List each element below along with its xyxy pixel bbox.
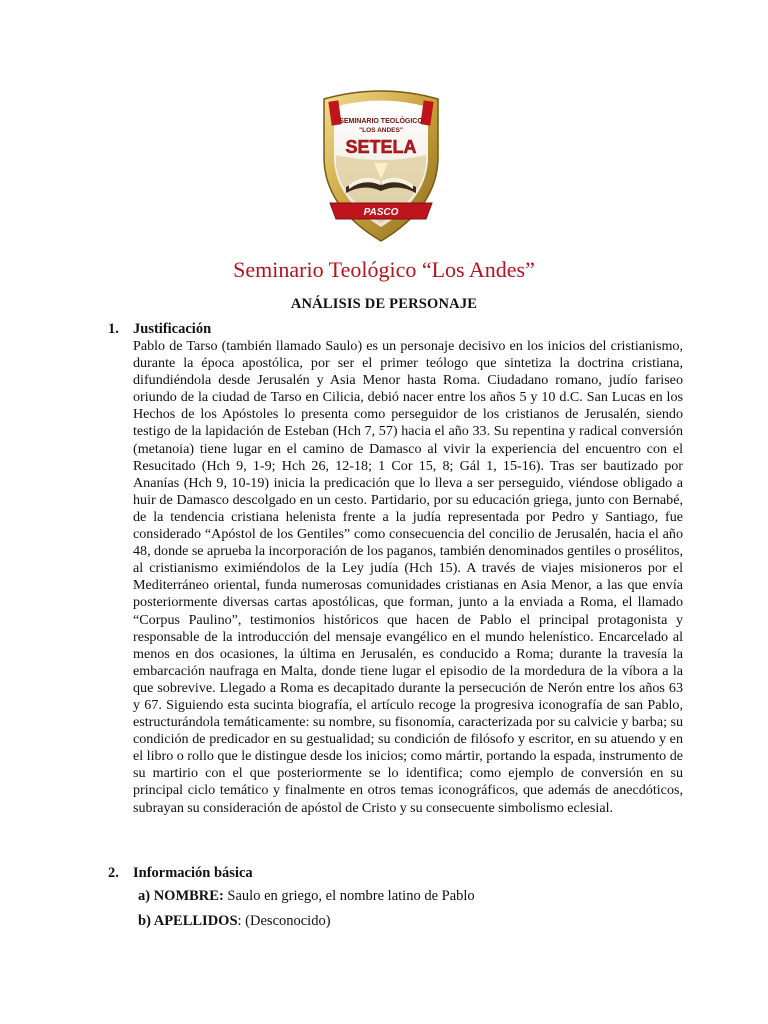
info-value: : (Desconocido) [237, 913, 331, 929]
section-heading-1 [108, 321, 211, 338]
section-number: 1. [108, 321, 119, 337]
logo-ribbon-mid: "LOS ANDES" [359, 127, 403, 134]
setela-logo [316, 85, 446, 245]
justification-paragraph: Pablo de Tarso (también llamado Saulo) es un personaje decisivo en los inicios del cristianismo, durante la época apostólica, por ser el primer teólogo que sintetiza la doctrina cristiana, difundiéndola desde Jerusalén y Asia Menor hasta Roma. Ciudadano romano, judío fariseo oriundo de la ciudad de Tarso en Cilicia, debió nacer entre los años 5 y 10 d.C. San Lucas en los Hechos de los Apóstoles lo presenta como perseguidor de los cristianos de Jerusalén, siendo testigo de la lapidación de Esteban (Hch 7, 57) hacia el año 33. Su repentina y radical conversión (metanoia) tiene lugar en el camino de Damasco al vivir la experiencia del encuentro con el Resucitado (Hch 9, 1-9; Hch 26, 12-18; 1 Cor 15, 8; Gál 1, 15-16). Tras ser bautizado por Ananías (Hch 9, 10-19) inicia la predicación que lo lleva a ser perseguido, viéndose obligado a huir de Damasco descolgado en un cesto. Partidario, por su educación griega, junto con Bernabé, de la tendencia cristiana helenista frente a la judía representada por Pedro y Santiago, fue considerado “Apóstol de los Gentiles” como consecuencia del concilio de Jerusalén, hacia el año 48, donde se aprueba la incorporación de los paganos, también denominados gentiles o prosélitos, al cristianismo eximiéndolos de la Ley judía (Hch 15). A través de viajes misioneros por el Mediterráneo oriental, funda numerosas comunidades cristianas en Asia Menor, a las que envía posteriormente diversas cartas apostólicas, que forman, junto a la enviada a Roma, el llamado “Corpus Paulino”, testimonios históricos que hacen de Pablo el principal protagonista y responsable de la introducción del mensaje evangélico en el mundo helenístico. Encarcelado al menos en dos ocasiones, la última en Jerusalén, es conducido a Roma; durante la travesía la embarcación naufraga en Malta, donde tiene lugar el episodio de la mordedura de la víbora a la que sobrevive. Llegado a Roma es decapitado durante la persecución de Nerón entre los años 63 y 67. Siguiendo esta sucinta biografía, el artículo recoge la progresiva iconografía de san Pablo, estructurándola temáticamente: su nombre, su fisonomía, caracterizada por su calvicie y barba; su condición de predicador en su gestualidad; su condición de filósofo y escritor, en su atuendo y en el libro o rollo que le distingue desde los inicios; como mártir, portando la espada, instrumento de su martirio con el que posteriormente se lo identifica; como ejemplo de conversión en su principal ciclo temático y finalmente en otros temas iconográficos, que además de anecdóticos, subrayan su consideración de apóstol de Cristo y su consecuente simbolismo eclesial. [133, 338, 683, 816]
section-title: Justificación [133, 321, 212, 337]
logo-brand: SETELA [345, 137, 417, 157]
document-title: Seminario Teológico “Los Andes” [233, 257, 535, 282]
info-nombre [138, 888, 475, 905]
info-value: Saulo en griego, el nombre latino de Pablo [223, 888, 475, 904]
section-heading-2 [108, 865, 253, 882]
section-title: Información básica [133, 865, 253, 881]
info-apellidos [138, 913, 331, 930]
document-subtitle: ANÁLISIS DE PERSONAJE [290, 296, 478, 312]
logo-ribbon-top: SEMINARIO TEOLÓGICO [339, 118, 423, 125]
info-label: a) NOMBRE: [138, 888, 224, 904]
logo-base: PASCO [363, 207, 399, 218]
section-number: 2. [108, 865, 119, 881]
info-label: b) APELLIDOS [138, 913, 238, 929]
